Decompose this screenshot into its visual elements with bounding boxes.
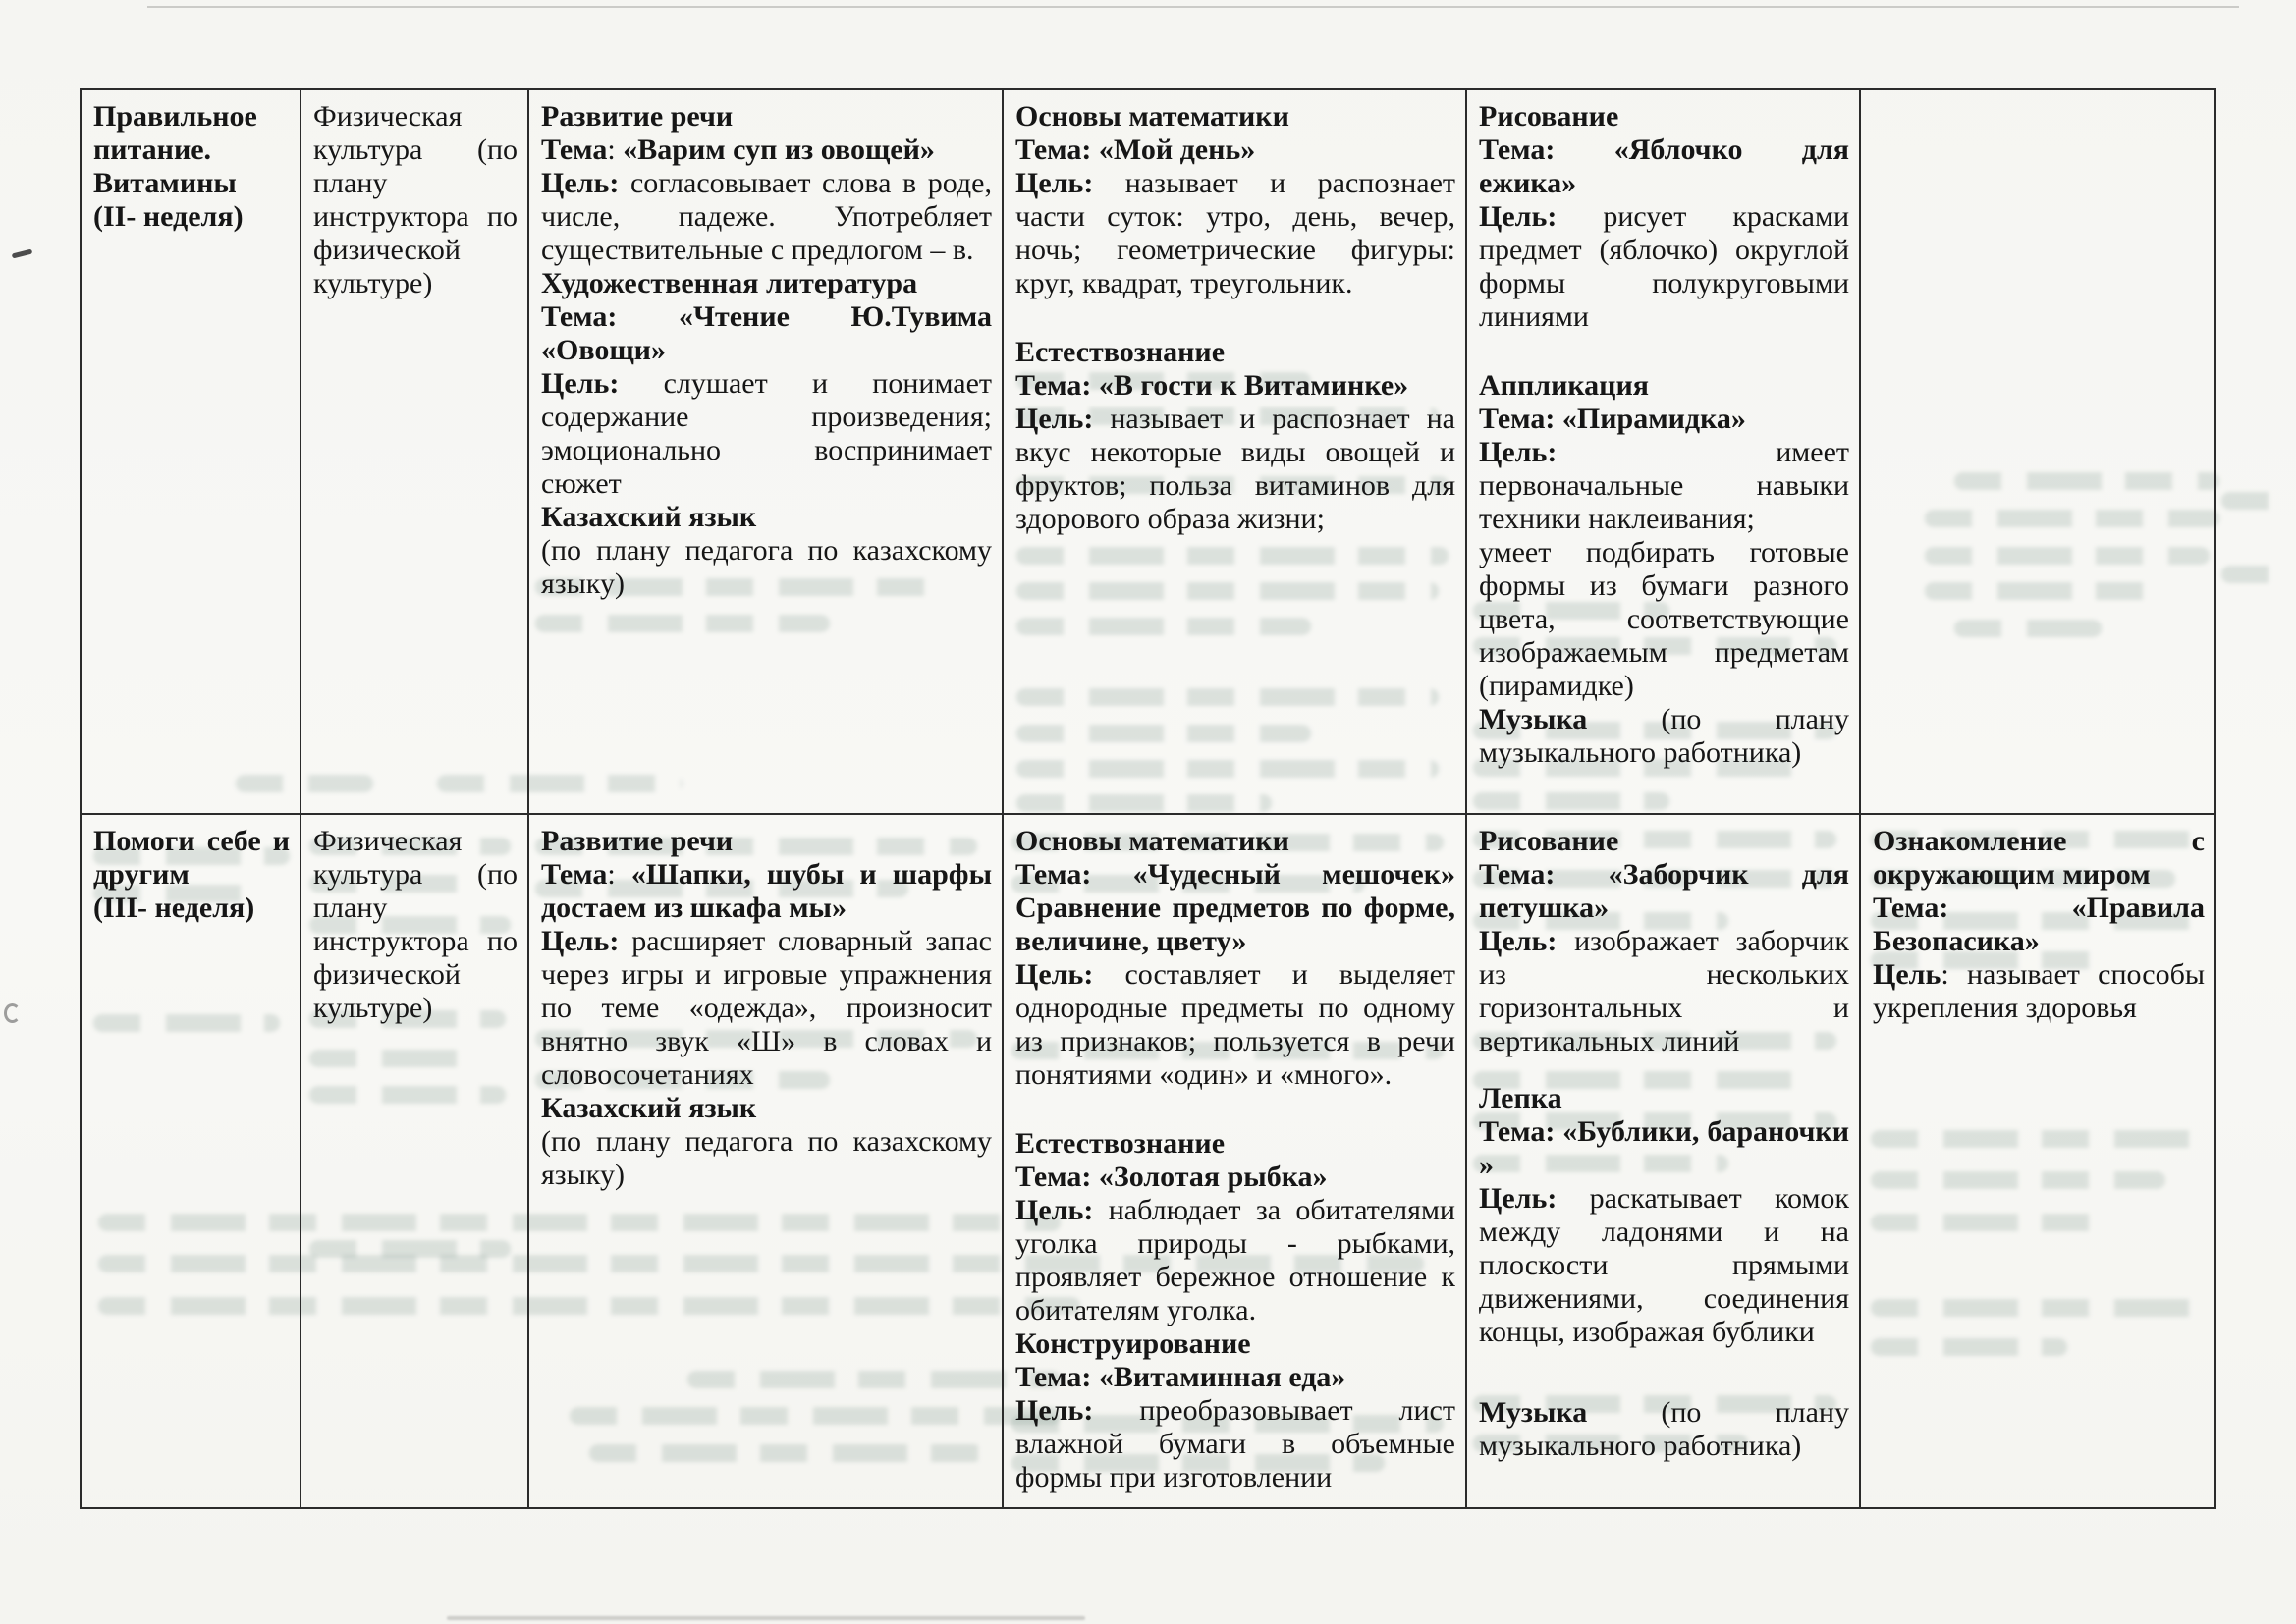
text-run: Цель: [1015,958,1094,991]
paragraph [1015,134,1455,167]
text-run: Тема: «Золотая рыбка» [1015,1161,1328,1193]
bleed-through-smudge [2221,566,2280,583]
text-run: Рисование [1479,825,1619,857]
text-run: «Варим суп из овощей» [623,134,935,166]
text-run: называет и распознает части суток: утро, день, вечер, ночь; геометрические фигуры: круг, квадрат, треугольник. [1015,167,1455,299]
paragraph [1015,369,1455,403]
text-run: расширяет словарный запас через игры и игровые упражнения по теме «одежда», произносит внятно звук «Ш» в словах и словосочетаниях [541,925,992,1091]
text-run: Тема: «Заборчик для петушка» [1479,858,1849,924]
paragraph [541,925,992,1092]
paragraph [541,1092,992,1125]
paragraph [1479,536,1849,703]
text-run: Цель [1873,958,1941,991]
text-run: составляет и выделяет однородные предметы по одному из признаков; пользуется в речи понятиями «один» и «много». [1015,958,1455,1091]
paragraph [541,825,992,858]
text-run: Музыка [1479,1396,1588,1429]
paragraph [541,134,992,167]
text-run: Тема: «Чудесный мешочек» Сравнение предметов по форме, величине, цвету» [1015,858,1455,957]
text-run: Цель: [541,167,620,199]
text-run: Тема [541,858,608,891]
cell-speech-development-w3 [529,815,1004,1507]
text-run: Аппликация [1479,369,1649,402]
paragraph [1015,1161,1455,1194]
paragraph [313,100,518,300]
text-run: Тема: «Бублики, бараночки » [1479,1115,1849,1181]
text-run: Рисование [1479,100,1619,133]
text-run: Лепка [1479,1082,1562,1114]
text-run: (III- неделя) [93,892,255,924]
text-run: Цель: [1479,925,1558,957]
cell-mathematics-w3 [1004,815,1467,1507]
pen-mark-squiggle [4,1003,21,1023]
paragraph [541,501,992,534]
text-run: (по плану педагога по казахскому языку) [541,534,992,600]
text-run: Цель: [1479,436,1558,468]
text-run: Правильное питание. [93,100,257,166]
text-run: Тема: «Яблочко для ежика» [1479,134,1849,199]
paragraph [1015,1327,1455,1361]
cell-art-activities-w2 [1467,90,1861,815]
text-run: (по плану музыкального работника) [1479,1396,1849,1462]
text-run: Тема: «Правила Безопасика» [1873,892,2205,957]
text-run: (II- неделя) [93,200,244,233]
text-run: Цель: [1015,1194,1094,1226]
paragraph [1015,403,1455,536]
text-run: Тема [541,134,608,166]
paragraph [1015,858,1455,958]
text-run: Основы математики [1015,825,1289,857]
scanner-edge-line [147,6,2239,8]
text-run: Музыка [1479,703,1588,735]
text-run: Цель: [541,925,620,957]
pen-mark-dash [12,249,33,259]
text-run: Тема: «Пирамидка» [1479,403,1746,435]
paragraph [1479,703,1849,770]
text-run: рисует красками предмет (яблочко) округлой формы полукруговыми линиями [1479,200,1849,333]
cell-mathematics-w2 [1004,90,1467,815]
text-run: Развитие речи [541,100,734,133]
text-run: Художественная литература [541,267,918,299]
paragraph [1479,369,1849,403]
paragraph [1015,100,1455,134]
lesson-plan-table [80,88,2216,1509]
paragraph [541,100,992,134]
paragraph [1015,167,1455,300]
text-run: Цель: [1015,167,1094,199]
text-run: (по плану педагога по казахскому языку) [541,1125,992,1191]
paragraph [1015,1361,1455,1394]
text-run: Цель: [1015,1394,1094,1427]
paragraph [1479,858,1849,925]
paragraph [93,100,290,167]
paragraph [1015,825,1455,858]
paragraph [541,367,992,501]
paragraph [1015,1127,1455,1161]
scan-bottom-streak [447,1616,1085,1620]
cell-physical-culture-w3 [301,815,529,1507]
paragraph [1479,134,1849,200]
paragraph [1479,200,1849,334]
paragraph [541,534,992,601]
text-run: наблюдает за обитателями уголка природы - рыбками, проявляет бережное отношение к обитателям уголка. [1015,1194,1455,1326]
text-run: имеет первоначальные навыки техники наклеивания; [1479,436,1849,535]
paragraph [541,167,992,267]
paragraph [1479,436,1849,536]
paragraph [1479,1182,1849,1349]
paragraph [1479,1115,1849,1182]
paragraph [1015,958,1455,1092]
paragraph [1873,892,2205,958]
text-run: : называет способы укрепления здоровья [1873,958,2205,1024]
text-run: Цель: [1479,1182,1558,1215]
cell-world-familiarization-w3 [1861,815,2214,1507]
text-run: Тема: «Мой день» [1015,134,1256,166]
paragraph [93,825,290,892]
paragraph [1479,825,1849,858]
paragraph [93,167,290,200]
text-run: Тема: «Чтение Ю.Тувима «Овощи» [541,300,992,366]
paragraph [1873,825,2205,892]
text-run: умеет подбирать готовые формы из бумаги разного цвета, соответствующие изображаемым предметам (пирамидке) [1479,536,1849,702]
text-run: : [607,134,624,166]
text-run: (по плану музыкального работника) [1479,703,1849,769]
cell-speech-development-w2 [529,90,1004,815]
text-run: Казахский язык [541,501,757,533]
cell-theme-week-3 [82,815,301,1507]
paragraph [1479,925,1849,1058]
text-run: Развитие речи [541,825,734,857]
text-run: преобразовывает лист влажной бумаги в объемные формы при изготовлении [1015,1394,1455,1493]
cell-theme-week-2 [82,90,301,815]
text-run: слушает и понимает содержание произведения; эмоционально воспринимает сюжет [541,367,992,500]
text-run: Тема: «Витаминная еда» [1015,1361,1346,1393]
text-run: Помоги себе и другим [93,825,290,891]
text-run: Цель: [541,367,620,400]
text-run: Основы математики [1015,100,1289,133]
text-run: называет и распознает на вкус некоторые виды овощей и фруктов; польза витаминов для здорового образа жизни; [1015,403,1455,535]
paragraph [1015,1194,1455,1327]
text-run: Ознакомление с окружающим миром [1873,825,2205,891]
text-run: Цель: [1479,200,1558,233]
paragraph [93,892,290,925]
text-run: раскатывает комок между ладонями и на плоскости прямыми движениями, соединения концы, изображая бублики [1479,1182,1849,1348]
paragraph [1479,403,1849,436]
bleed-through-smudge [2221,492,2280,510]
text-run: Витамины [93,167,237,199]
paragraph [541,300,992,367]
paragraph [1015,1394,1455,1494]
text-run: Казахский язык [541,1092,757,1124]
text-run: изображает заборчик из нескольких горизонтальных и вертикальных линий [1479,925,1849,1057]
paragraph [93,200,290,234]
text-run: согласовывает слова в роде, числе, падеже. Употребляет существительные с предлогом – в. [541,167,992,266]
paragraph [1873,958,2205,1025]
text-run: Тема: «В гости к Витаминке» [1015,369,1409,402]
text-run: Физическая культура (по плану инструктора по физической культуре) [313,825,518,1024]
paragraph [1479,1396,1849,1463]
paragraph [1015,336,1455,369]
paragraph [541,858,992,925]
text-run: Конструирование [1015,1327,1251,1360]
paragraph [541,267,992,300]
paragraph [313,825,518,1025]
paragraph [1479,1082,1849,1115]
cell-art-activities-w3 [1467,815,1861,1507]
cell-physical-culture-w2 [301,90,529,815]
paragraph [541,1125,992,1192]
text-run: Цель: [1015,403,1094,435]
text-run: Естествознание [1015,1127,1226,1160]
paragraph [1479,100,1849,134]
text-run: «Шапки, шубы и шарфы достаем из шкафа мы» [541,858,992,924]
text-run: : [607,858,631,891]
text-run: Физическая культура (по плану инструктора по физической культуре) [313,100,518,299]
cell-empty-w2 [1861,90,2214,815]
text-run: Естествознание [1015,336,1226,368]
